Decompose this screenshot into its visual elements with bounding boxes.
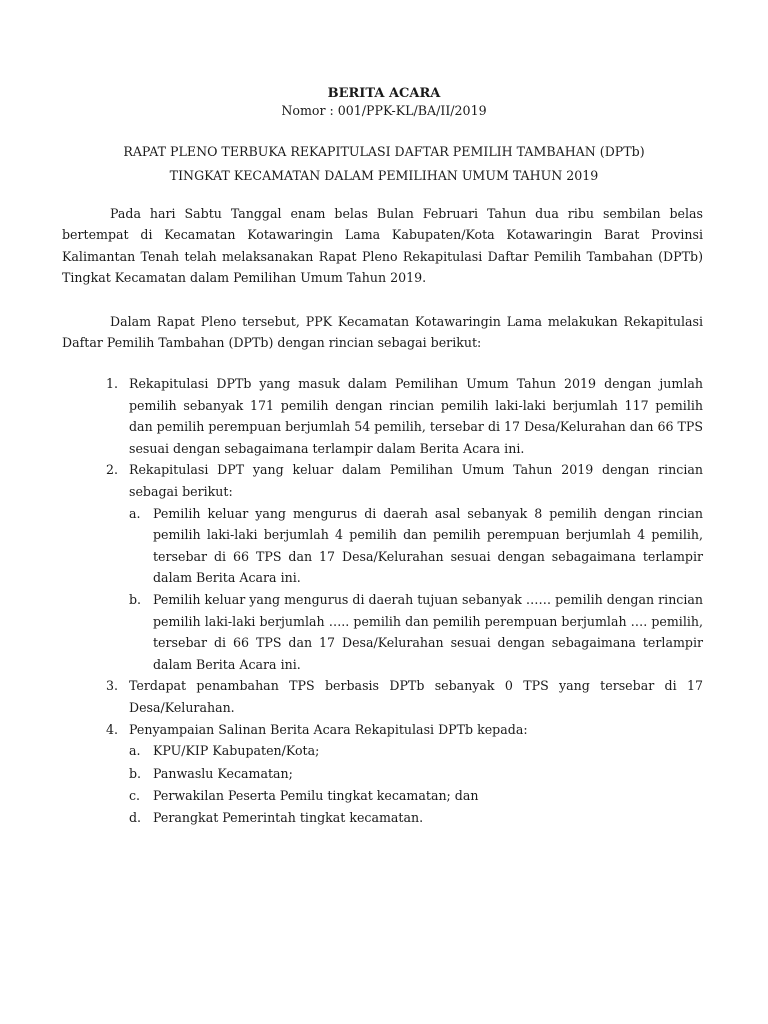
subtitle-line-2: TINGKAT KECAMATAN DALAM PEMILIHAN UMUM TAHUN 2019 bbox=[169, 168, 599, 183]
paragraph-text: Dalam Rapat Pleno tersebut, PPK Kecamatan Kotawaringin Lama melakukan Rekapitulasi Daftar Pemilih Tambahan (DPTb) dengan rincian sebagai berikut: bbox=[62, 314, 703, 351]
list-item-4 bbox=[62, 719, 703, 830]
list-number: 3. bbox=[106, 678, 119, 694]
document-number: Nomor : 001/PPK-KL/BA/II/2019 bbox=[281, 103, 487, 118]
sub-item-text: Perwakilan Peserta Pemilu tingkat kecamatan; dan bbox=[153, 787, 479, 803]
sub-item-2a bbox=[62, 503, 703, 589]
sub-item-text: Panwaslu Kecamatan; bbox=[153, 765, 293, 781]
list-item-3 bbox=[62, 675, 703, 718]
list-item-text: Penyampaian Salinan Berita Acara Rekapitulasi DPTb kepada: bbox=[129, 721, 528, 737]
list-item-text: Terdapat penambahan TPS berbasis DPTb sebanyak 0 TPS yang tersebar di 17 Desa/Kelurahan. bbox=[129, 678, 703, 715]
sub-item-text: Pemilih keluar yang mengurus di daerah tujuan sebanyak …… pemilih dengan rincian pemilih laki-laki berjumlah ….. pemilih dan pemilih perempuan berjumlah …. pemilih, tersebar di 66 TPS dan 17 Desa/Kelurahan sesuai dengan sebagaimana terlampir dalam Berita Acara ini. bbox=[153, 591, 703, 672]
list-number: 1. bbox=[106, 376, 119, 391]
paragraph-text: Pada hari Sabtu Tanggal enam belas Bulan Februari Tahun dua ribu sembilan belas bertempat di Kecamatan Kotawaringin Lama Kabupaten/Kota Kotawaringin Barat Provinsi Kalimantan Tenah telah melaksanakan Rapat Pleno Rekapitulasi Daftar Pemilih Tambahan (DPTb) Tingkat Kecamatan dalam Pemilihan Umum Tahun 2019. bbox=[62, 206, 703, 286]
sub-item-4a bbox=[62, 740, 703, 762]
opening-paragraph bbox=[62, 203, 703, 289]
sub-item-4c bbox=[62, 785, 703, 807]
sub-item-4b bbox=[62, 763, 703, 785]
sub-letter: c. bbox=[129, 787, 141, 803]
sub-letter: b. bbox=[129, 591, 142, 607]
sub-item-text: KPU/KIP Kabupaten/Kota; bbox=[153, 743, 320, 759]
document-subtitle bbox=[0, 140, 768, 188]
sub-letter: d. bbox=[129, 810, 142, 826]
document-title: BERITA ACARA bbox=[327, 86, 441, 101]
second-paragraph bbox=[62, 311, 703, 354]
list-item-2 bbox=[62, 459, 703, 675]
list-number: 2. bbox=[106, 462, 119, 478]
sub-letter: a. bbox=[129, 505, 141, 521]
subtitle-line-1: RAPAT PLENO TERBUKA REKAPITULASI DAFTAR PEMILIH TAMBAHAN (DPTb) bbox=[123, 144, 645, 159]
sub-item-text: Perangkat Pemerintah tingkat kecamatan. bbox=[153, 810, 424, 826]
list-item-text: Rekapitulasi DPT yang keluar dalam Pemilihan Umum Tahun 2019 dengan rincian sebagai berikut: bbox=[129, 462, 703, 499]
list-item-1 bbox=[62, 373, 703, 459]
sub-letter: b. bbox=[129, 765, 142, 781]
numbered-list bbox=[62, 373, 703, 830]
sub-item-4d bbox=[62, 807, 703, 829]
list-item-text: Rekapitulasi DPTb yang masuk dalam Pemilihan Umum Tahun 2019 dengan jumlah pemilih sebanyak 171 pemilih dengan rincian pemilih laki-laki berjumlah 117 pemilih dan pemilih perempuan berjumlah 54 pemilih, tersebar di 17 Desa/Kelurahan dan 66 TPS sesuai dengan sebagaimana terlampir dalam Berita Acara ini. bbox=[129, 376, 703, 456]
sub-item-text: Pemilih keluar yang mengurus di daerah asal sebanyak 8 pemilih dengan rincian pemilih laki-laki berjumlah 4 pemilih dan pemilih perempuan berjumlah 4 pemilih, tersebar di 66 TPS dan 17 Desa/Kelurahan sesuai dengan sebagaimana terlampir dalam Berita Acara ini. bbox=[153, 505, 703, 586]
sub-item-2b bbox=[62, 589, 703, 675]
list-number: 4. bbox=[106, 721, 119, 737]
sub-letter: a. bbox=[129, 743, 141, 759]
